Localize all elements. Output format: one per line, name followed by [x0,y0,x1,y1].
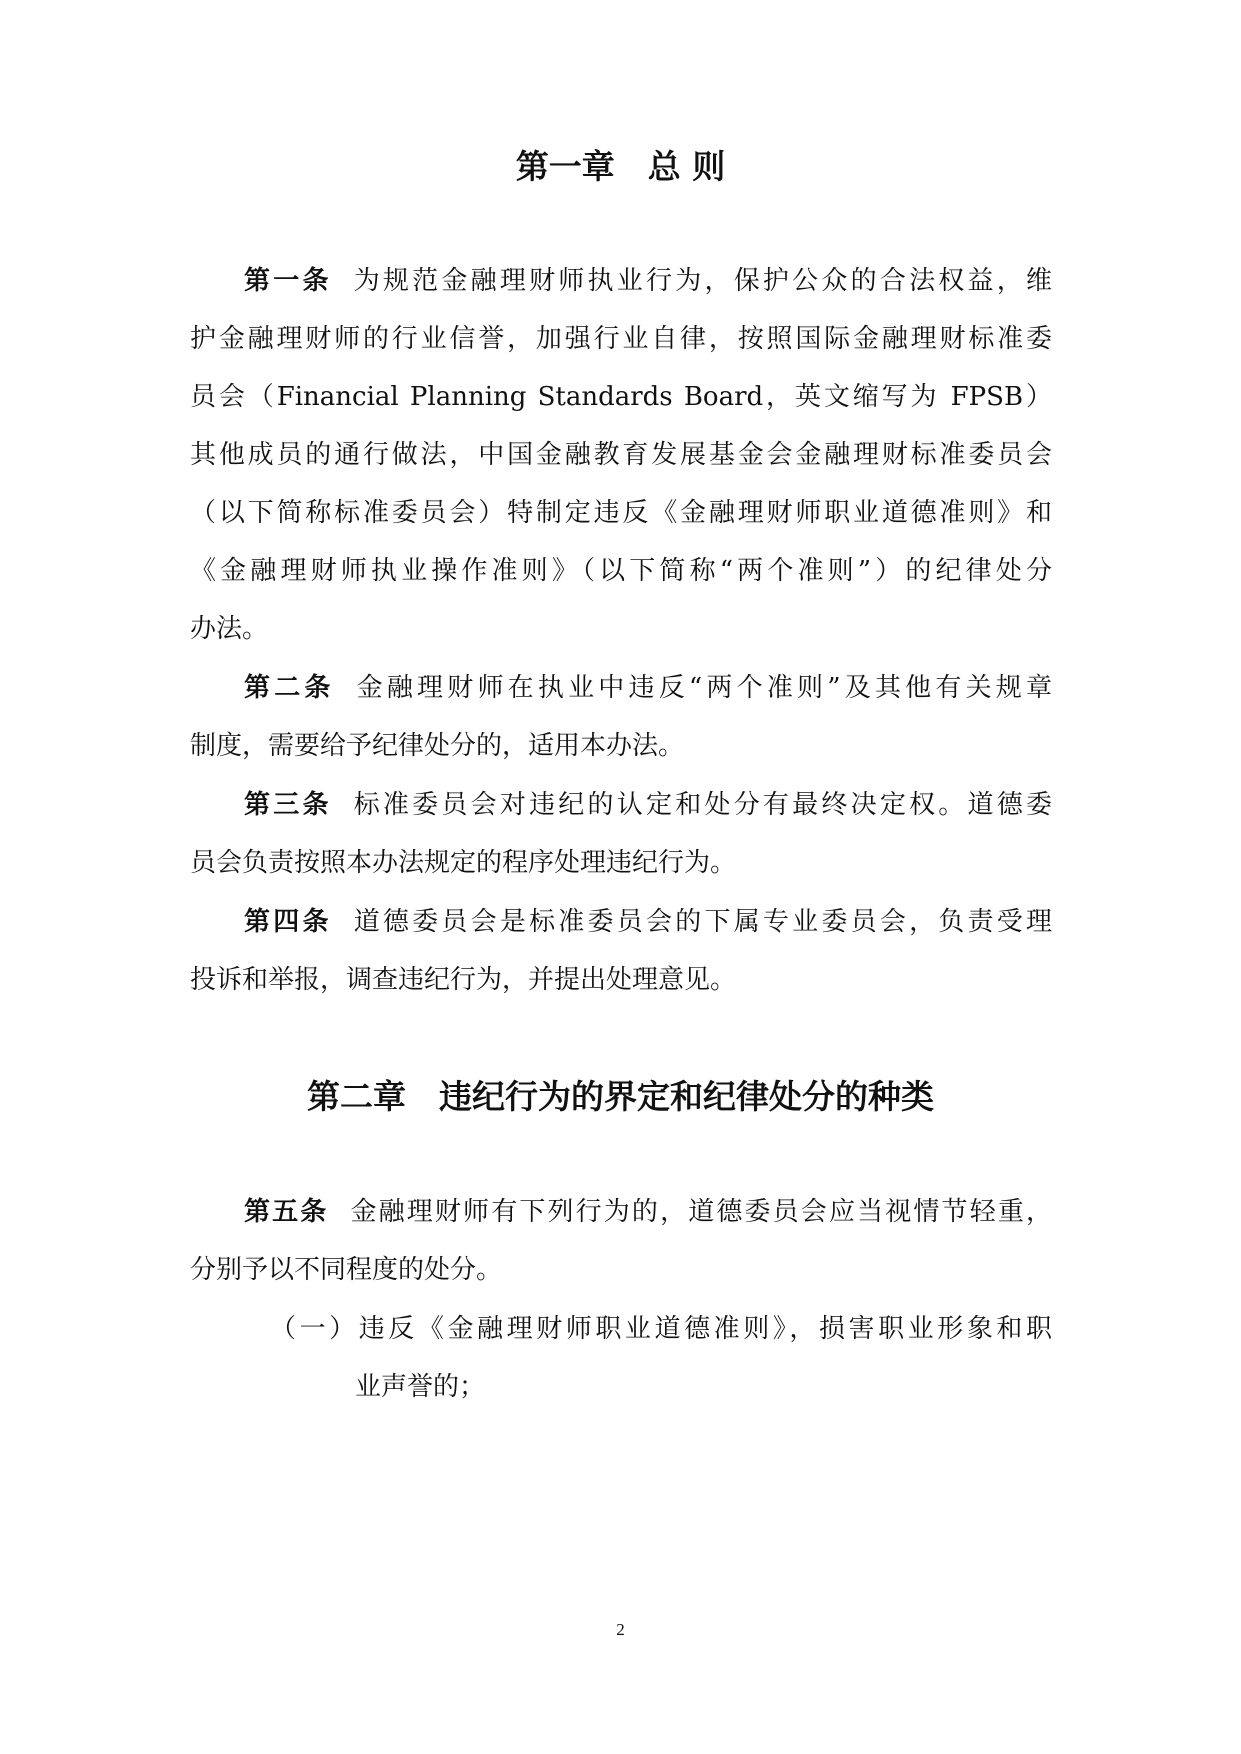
article-1-line-5: （以下简称标准委员会）特制定违反《金融理财师职业道德准则》和 [190,498,1052,528]
article-2-text: 金融理财师在执业中违反“两个准则”及其他有关规章 [356,673,1052,703]
page-number: 2 [616,1620,625,1639]
article-5-line-1 [244,1196,1052,1228]
article-5-item-1-marker: （一） [270,1314,359,1344]
chapter-1-title: 第一章 总 则 [515,147,726,186]
article-1-line-1 [244,265,1052,297]
article-1-line-4: 其他成员的通行做法，中国金融教育发展基金会金融理财标准委员会 [190,440,1052,470]
article-1-line-6: 《金融理财师执业操作准则》（以下简称“两个准则”）的纪律处分 [190,556,1052,586]
article-2-line-2: 制度，需要给予纪律处分的，适用本办法。 [190,731,685,761]
article-5-label: 第五条 [244,1197,329,1227]
article-4-label: 第四条 [244,907,332,937]
article-1-line-7: 办法。 [190,614,269,644]
article-5-text: 金融理财师有下列行为的，道德委员会应当视情节轻重， [350,1197,1052,1227]
article-1-line-2: 护金融理财师的行业信誉，加强行业自律，按照国际金融理财标准委 [190,324,1052,354]
article-1-text: 为规范金融理财师执业行为，保护公众的合法权益，维 [353,266,1052,296]
article-3-text: 标准委员会对违纪的认定和处分有最终决定权。道德委 [353,790,1052,820]
article-5-item-1-line-1 [270,1313,1052,1345]
chapter-2-title: 第二章 违纪行为的界定和纪律处分的种类 [307,1077,934,1116]
article-3-line-1 [244,789,1052,821]
article-5-item-1-line-2: 业声誉的； [355,1372,486,1402]
article-5-line-2: 分别予以不同程度的处分。 [190,1255,503,1285]
article-2-label: 第二条 [244,673,335,703]
article-4-text: 道德委员会是标准委员会的下属专业委员会，负责受理 [353,907,1052,937]
article-3-line-2: 员会负责按照本办法规定的程序处理违纪行为。 [190,848,737,878]
article-5-item-1-text: 违反《金融理财师职业道德准则》，损害职业形象和职 [358,1314,1052,1344]
article-4-line-2: 投诉和举报，调查违纪行为，并提出处理意见。 [190,965,737,995]
article-2-line-1 [244,672,1052,704]
article-1-line-3: 员会（Financial Planning Standards Board，英文缩写为 FPSB） [190,382,1052,412]
article-4-line-1 [244,906,1052,938]
article-3-label: 第三条 [244,790,332,820]
article-1-label: 第一条 [244,266,332,296]
